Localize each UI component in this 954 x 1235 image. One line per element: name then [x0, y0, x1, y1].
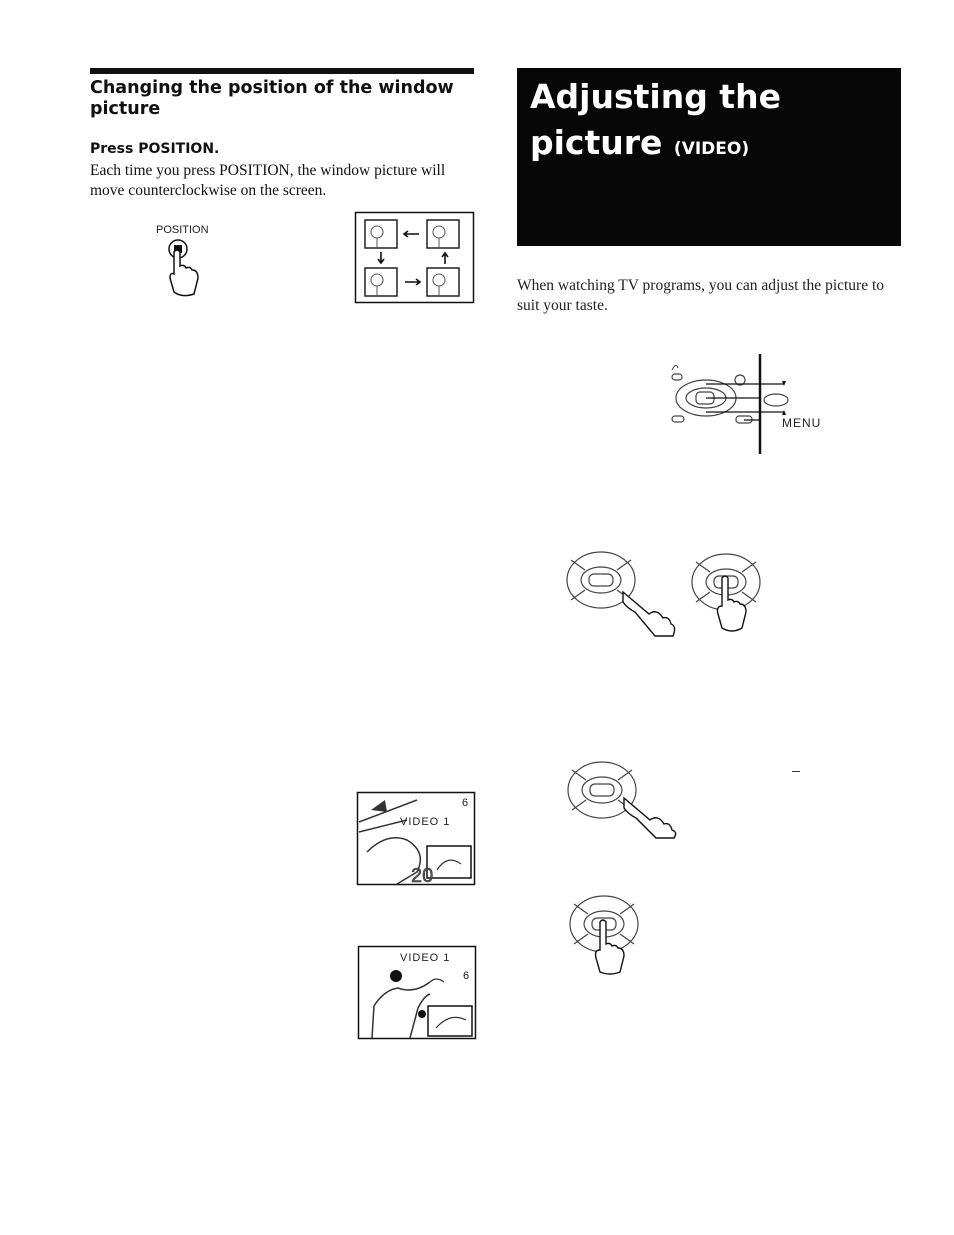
step-heading: Press POSITION. — [90, 141, 220, 157]
position-button-label: POSITION — [156, 224, 209, 236]
intro-text: When watching TV programs, you can adjust the picture to suit your taste. — [517, 277, 885, 314]
joystick-press-icon — [688, 550, 768, 634]
screen2-channel: 6 — [463, 970, 470, 982]
finger-press-icon — [160, 238, 210, 300]
window-position-diagram — [355, 212, 475, 304]
svg-text:20: 20 — [411, 865, 434, 887]
screen1-channel: 6 — [462, 797, 469, 809]
page-title-suffix: (VIDEO) — [673, 139, 750, 159]
tv-screen-illustration — [357, 792, 477, 886]
screen1-input-label: VIDEO 1 — [400, 816, 451, 828]
joystick-push-left-icon-2 — [566, 758, 686, 838]
step-body: Each time you press POSITION, the window picture will move counterclockwise on the screen. — [90, 162, 446, 199]
page-title-word: picture — [530, 123, 663, 162]
page-title-line2 — [530, 120, 781, 172]
screen2-input-label: VIDEO 1 — [400, 952, 451, 964]
joystick-press-icon-2 — [568, 892, 648, 976]
joystick-push-left-icon — [565, 548, 685, 638]
section-heading: Changing the position of the window picture — [90, 78, 454, 119]
section-rule — [90, 68, 474, 74]
page-title-line1: Adjusting the — [530, 77, 781, 116]
dash-mark — [792, 771, 800, 772]
remote-control-diagram — [664, 352, 824, 456]
menu-button-label: MENU — [782, 416, 822, 430]
page-title — [530, 74, 781, 172]
